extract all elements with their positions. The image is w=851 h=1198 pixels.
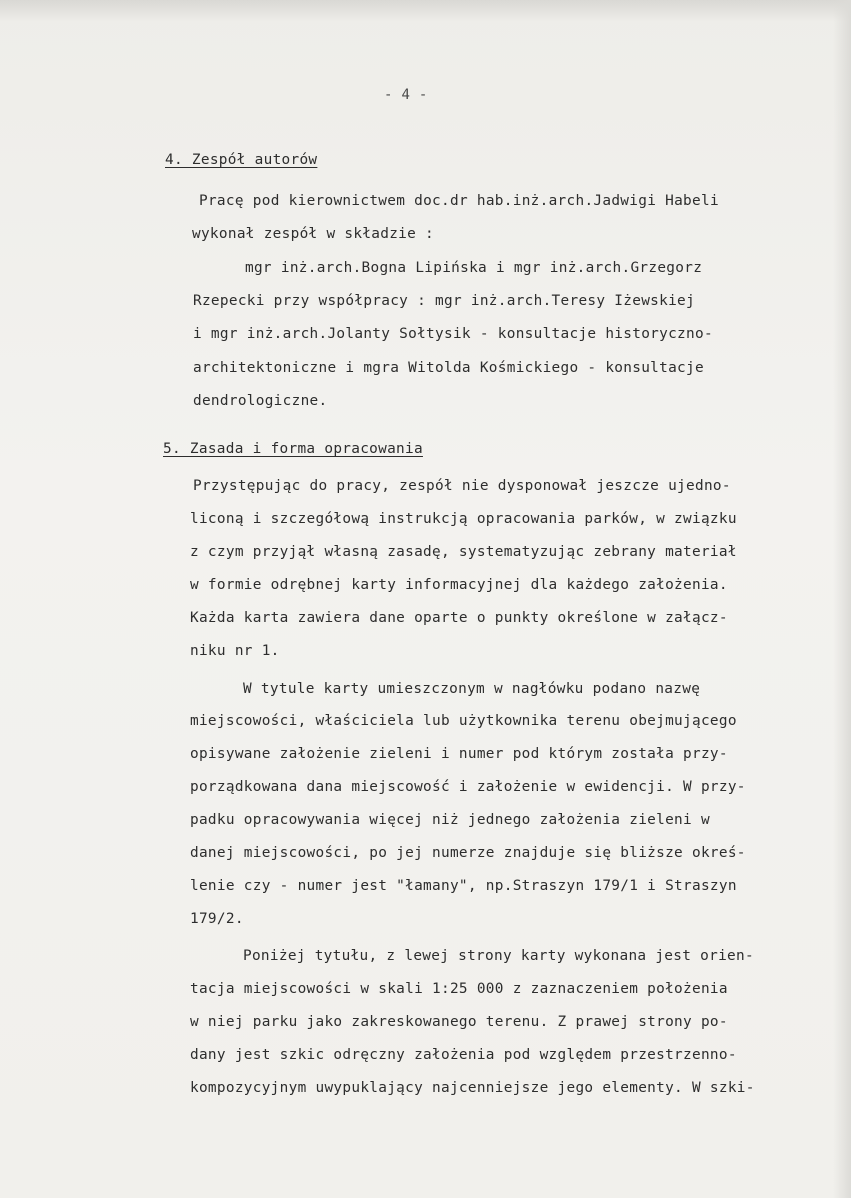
- section-5-p2-line: danej miejscowości, po jej numerze znajduje się bliższe okreś-: [190, 845, 746, 861]
- section-5-p1-line: Przystępując do pracy, zespół nie dysponował jeszcze ujedno-: [193, 478, 731, 494]
- section-4-line: Pracę pod kierownictwem doc.dr hab.inż.arch.Jadwigi Habeli: [199, 193, 719, 209]
- page-number: - 4 -: [384, 87, 428, 103]
- section-4-line: wykonał zespół w składzie :: [192, 226, 435, 242]
- section-5-p3-line: dany jest szkic odręczny założenia pod względem przestrzenno-: [190, 1047, 737, 1063]
- section-5-p1-line: z czym przyjął własną zasadę, systematyzując zebrany materiał: [190, 544, 737, 560]
- section-4-line: mgr inż.arch.Bogna Lipińska i mgr inż.arch.Grzegorz: [245, 260, 703, 276]
- section-4-line: architektoniczne i mgra Witolda Kośmickiego - konsultacje: [193, 360, 704, 376]
- section-4-line: Rzepecki przy współpracy : mgr inż.arch.Teresy Iżewskiej: [193, 293, 695, 309]
- section-5-p1-line: liconą i szczegółową instrukcją opracowania parków, w związku: [190, 511, 737, 527]
- section-5-p2-line: W tytule karty umieszczonym w nagłówku podano nazwę: [243, 681, 701, 697]
- section-5-p2-line: 179/2.: [190, 911, 244, 927]
- section-4-heading: 4. Zespół autorów: [165, 152, 318, 168]
- section-5-p1-line: niku nr 1.: [190, 643, 280, 659]
- section-5-heading: 5. Zasada i forma opracowania: [163, 441, 423, 457]
- section-5-p3-line: kompozycyjnym uwypuklający najcenniejsze jego elementy. W szki-: [190, 1080, 755, 1096]
- section-5-p3-line: w niej parku jako zakreskowanego terenu. Z prawej strony po-: [190, 1014, 728, 1030]
- section-4-line: dendrologiczne.: [193, 393, 328, 409]
- section-4-line: i mgr inż.arch.Jolanty Sołtysik - konsultacje historyczno-: [193, 326, 713, 342]
- section-5-p2-line: miejscowości, właściciela lub użytkownika terenu obejmującego: [190, 713, 737, 729]
- section-5-p1-line: Każda karta zawiera dane oparte o punkty określone w załącz-: [190, 610, 728, 626]
- section-5-p2-line: porządkowana dana miejscowość i założenie w ewidencji. W przy-: [190, 779, 746, 795]
- section-5-p2-line: opisywane założenie zieleni i numer pod którym została przy-: [190, 746, 728, 762]
- section-5-p1-line: w formie odrębnej karty informacyjnej dla każdego założenia.: [190, 577, 728, 593]
- section-5-p3-line: Poniżej tytułu, z lewej strony karty wykonana jest orien-: [243, 948, 754, 964]
- section-5-p2-line: padku opracowywania więcej niż jednego założenia zieleni w: [190, 812, 710, 828]
- section-5-p2-line: lenie czy - numer jest "łamany", np.Straszyn 179/1 i Straszyn: [190, 878, 737, 894]
- section-5-p3-line: tacja miejscowości w skali 1:25 000 z zaznaczeniem położenia: [190, 981, 728, 997]
